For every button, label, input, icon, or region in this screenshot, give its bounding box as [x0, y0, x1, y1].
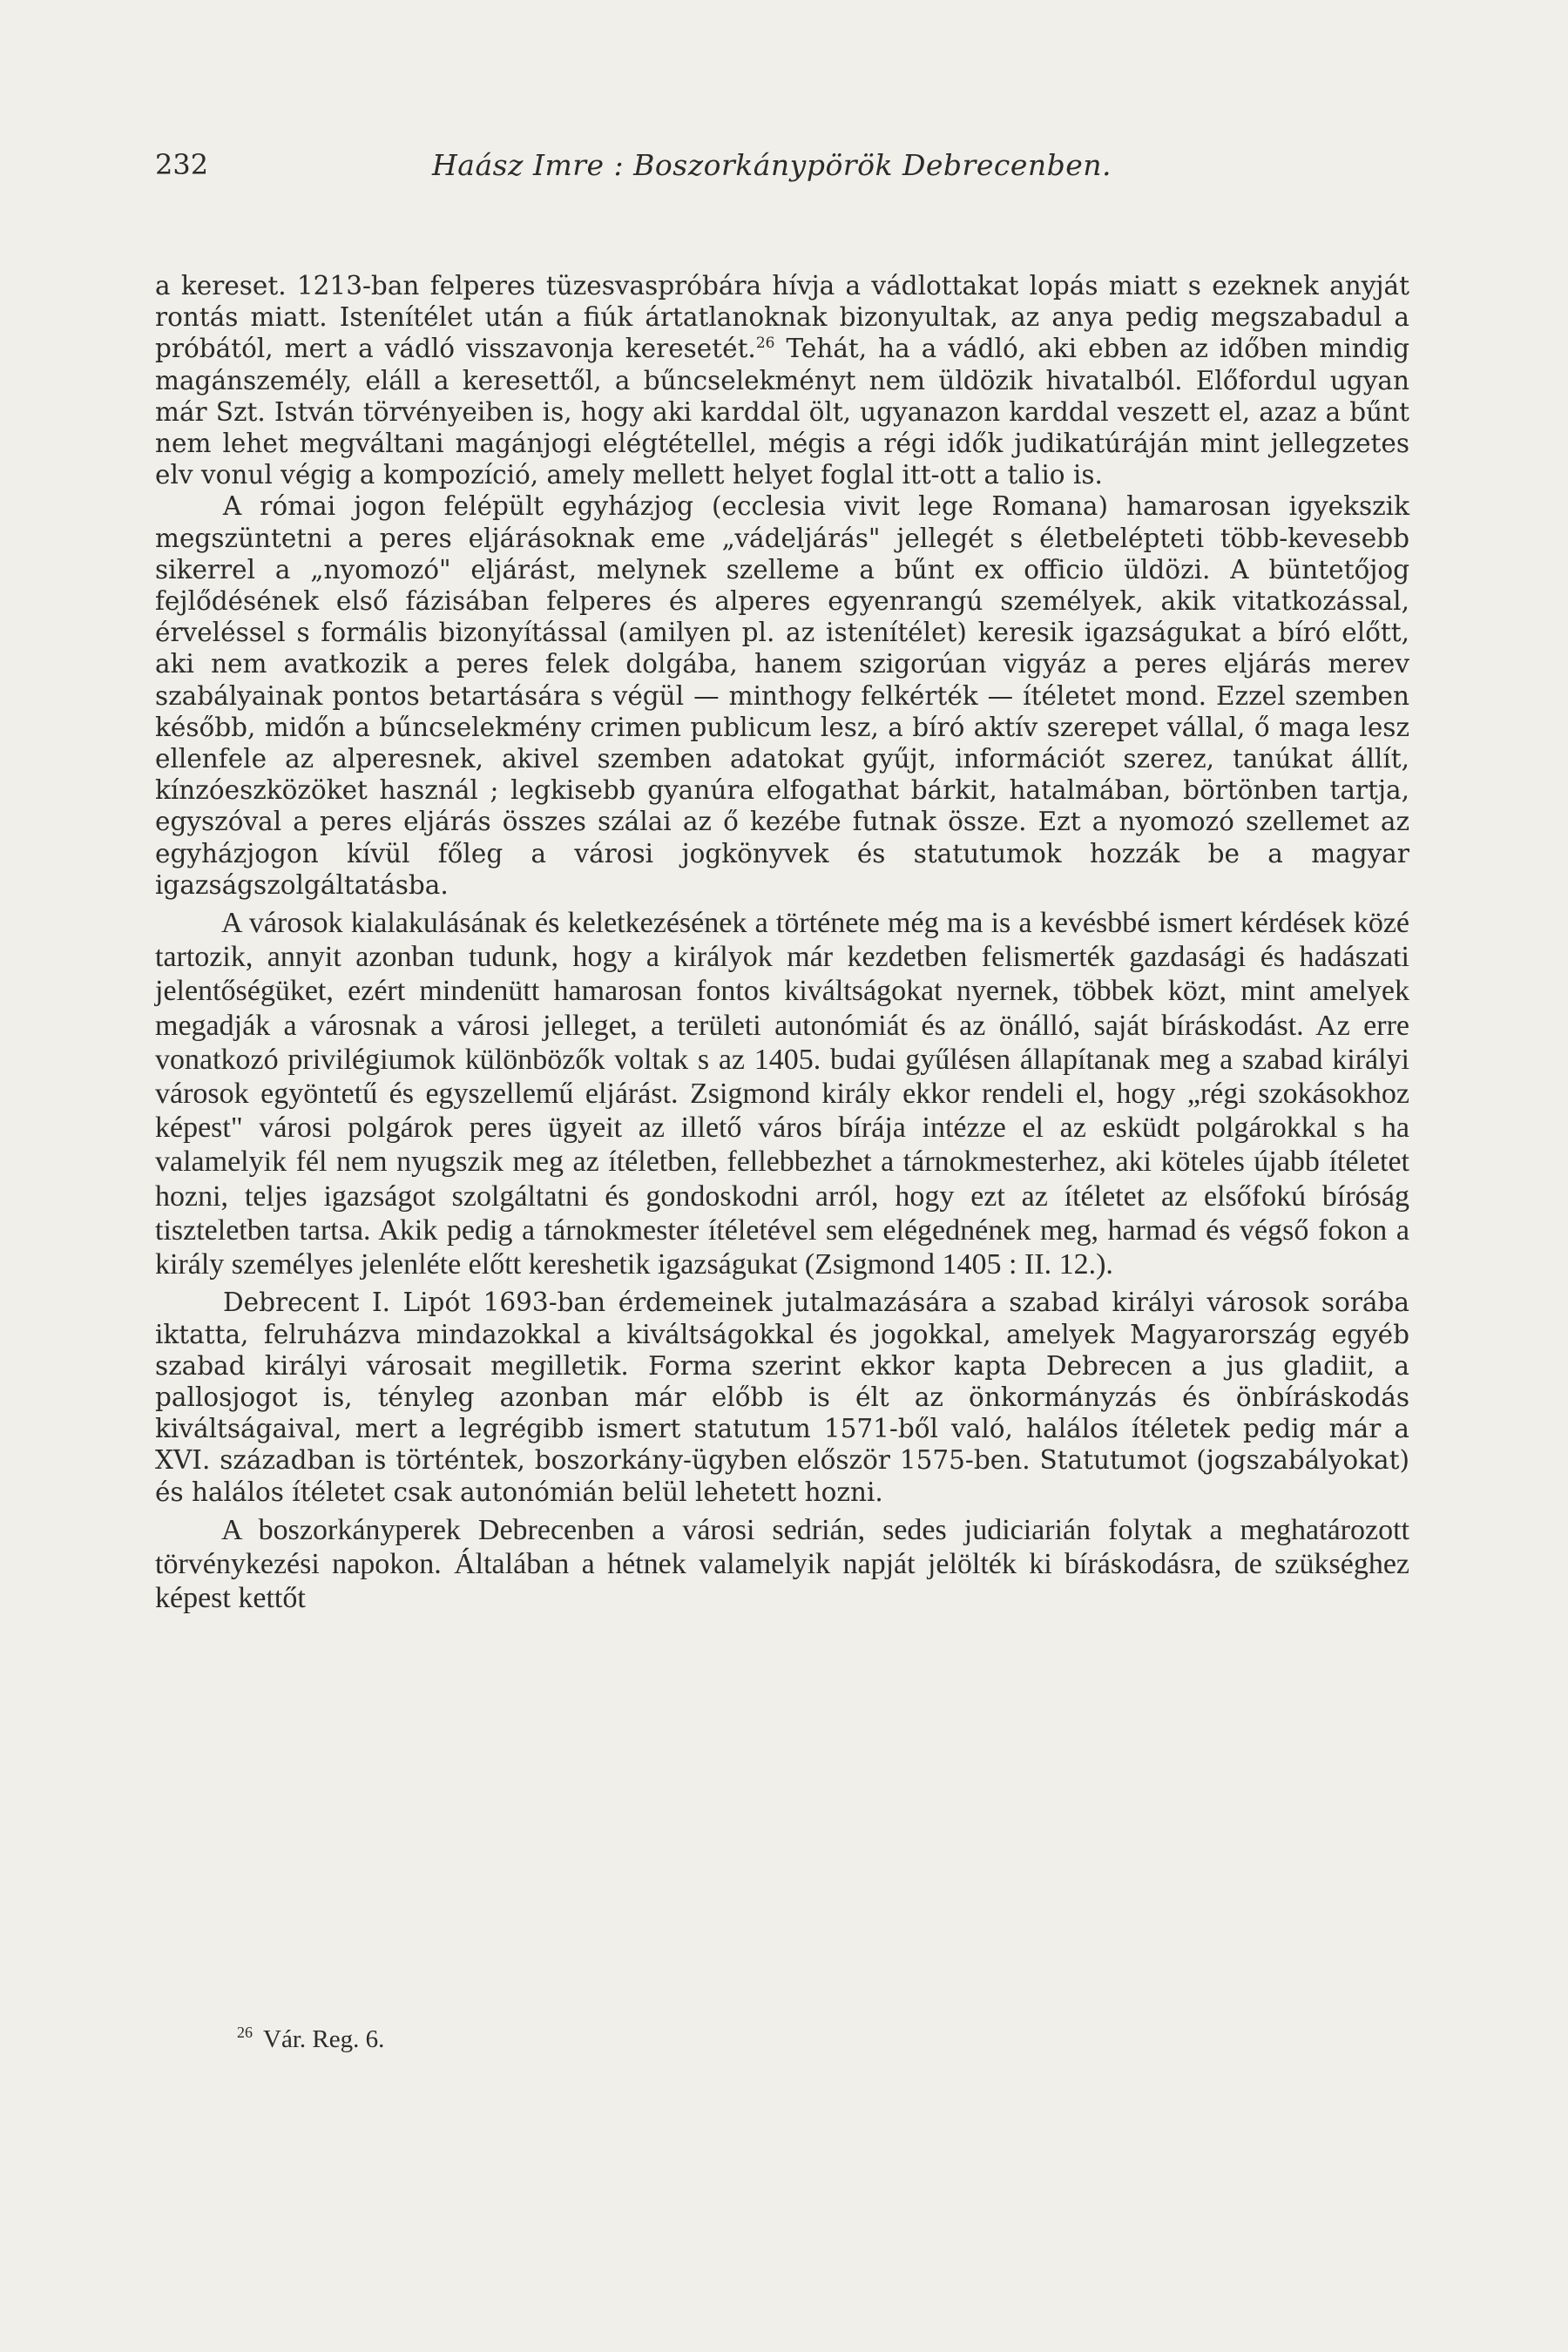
paragraph-2: A római jogon felépült egyházjog (ecclesia vivit lege Romana) hamarosan igyekszik megszüntetni a peres eljárásoknak eme „vádeljárás" jellegét s életbelépteti több-kevesebb sikerrel a „nyomozó" eljárást, melynek szelleme a bűnt ex officio üldözi. A büntetőjog fejlődésének első fázisában felperes és alperes egyenrangú személyek, akik vitatkozással, érveléssel s formális bizonyítással (amilyen pl. az istenítélet) keresik igazságukat a bíró előtt, aki nem avatkozik a peres felek dolgába, hanem szigorúan vigyáz a peres eljárás merev szabályainak pontos betartására s végül — minthogy felkérték — ítéletet mond. Ezzel szemben később, midőn a bűncselekmény crimen publicum lesz, a bíró aktív szerepet vállal, ő maga lesz ellenfele az alperesnek, akivel szemben adatokat gyűjt, információt szerez, tanúkat állít, kínzóeszközöket használ ; legkisebb gyanúra elfogathat bárkit, hatalmában, börtönben tartja, egyszóval a peres eljárás összes szálai az ő kezébe futnak össze. Ezt a nyomozó szellemet az egyházjogon kívül főleg a városi jogkönyvek és statutumok hozzák be a magyar igazságszolgáltatásba. — [155, 491, 1409, 900]
paragraph-1-continuation: Tehát, ha a vádló, aki ebben az időben mindig magánszemély, eláll a keresettől, a bűncselekményt nem üldözik hivatalból. Előfordul ugyan már Szt. István törvényeiben is, hogy aki karddal ölt, ugyanazon karddal veszett el, azaz a bűnt nem lehet megváltani magánjogi elégtétellel, mégis a régi idők judikatúráján mint jellegzetes elv vonul végig a kompozíció, amely mellett helyet foglal itt-ott a talio is. — [155, 334, 1410, 490]
footnote — [237, 2025, 384, 2054]
running-title: Haász Imre : Boszorkánypörök Debrecenben. — [432, 148, 1112, 182]
paragraph-4: Debrecent I. Lipót 1693-ban érdemeinek jutalmazására a szabad királyi városok sorába iktatta, felruházva mindazokkal a kiváltságokkal és jogokkal, amelyek Magyarország egyéb szabad királyi városait megilletik. Forma szerint ekkor kapta Debrecen a jus gladiit, a pallosjogot is, tényleg azonban már előbb is élt az önkormányzás és önbíráskodás kiváltságaival, mert a legrégibb ismert statutum 1571-ből való, halálos ítéletek pedig már a XVI. században is történtek, boszorkány-ügyben először 1575-ben. Statutumot (jogszabályokat) és halálos ítéletet csak autonómián belül lehetett hozni. — [155, 1288, 1409, 1507]
footnote-text: Vár. Reg. 6. — [263, 2025, 385, 2053]
paragraph-1-text: a kereset. 1213-ban felperes tüzesvaspróbára hívja a vádlottakat lopás miatt s ezeknek anyját rontás miatt. Istenítélet után a fiúk ártatlanoknak bizonyultak, az anya pedig megszabadul a próbától, mert a vádló visszavonja keresetét. — [155, 271, 1409, 364]
paragraph-5: A boszorkányperek Debrecenben a városi sedrián, sedes judiciarián folytak a meghatározott törvénykezési napokon. Általában a hétnek valamelyik napját jelölték ki bíráskodásra, de szükséghez képest kettőt — [155, 1513, 1409, 1615]
paragraph-3: A városok kialakulásának és keletkezésének a története még ma is a kevésbbé ismert kérdések közé tartozik, annyit azonban tudunk, hogy a királyok már kezdetben felismerték gazdasági és hadászati jelentőségüket, ezért mindenütt hamarosan fontos kiváltságokat nyernek, többek közt, mint amelyek megadják a városnak a városi jelleget, a területi autonómiát és az önálló, saját bíráskodást. Az erre vonatkozó privilégiumok különbözők voltak s az 1405. budai gyűlésen állapítanak meg a szabad királyi városok egyöntetű és egyszellemű eljárást. Zsigmond király ekkor rendeli el, hogy „régi szokásokhoz képest" városi polgárok peres ügyeit az illető város bírája intézze el az esküdt polgárokkal s ha valamelyik fél nem nyugszik meg az ítéletben, fellebbezhet a tárnokmesterhez, aki köteles újabb ítéletet hozni, teljes igazságot szolgáltatni és gondoskodni arról, hogy ezt az ítéletet az elsőfokú bíróság tiszteletben tartsa. Akik pedig a tárnokmester ítéletével sem elégednének meg, harmad és végső fokon a király személyes jelenléte előtt kereshetik igazságukat (Zsigmond 1405 : II. 12.). — [155, 907, 1409, 1281]
paragraph-1 — [155, 270, 1409, 490]
footnote-reference: 26 — [755, 335, 775, 353]
footnote-number: 26 — [237, 2024, 253, 2042]
page-body — [155, 270, 1409, 1615]
page-number: 232 — [155, 148, 209, 181]
page-header — [155, 148, 1409, 192]
